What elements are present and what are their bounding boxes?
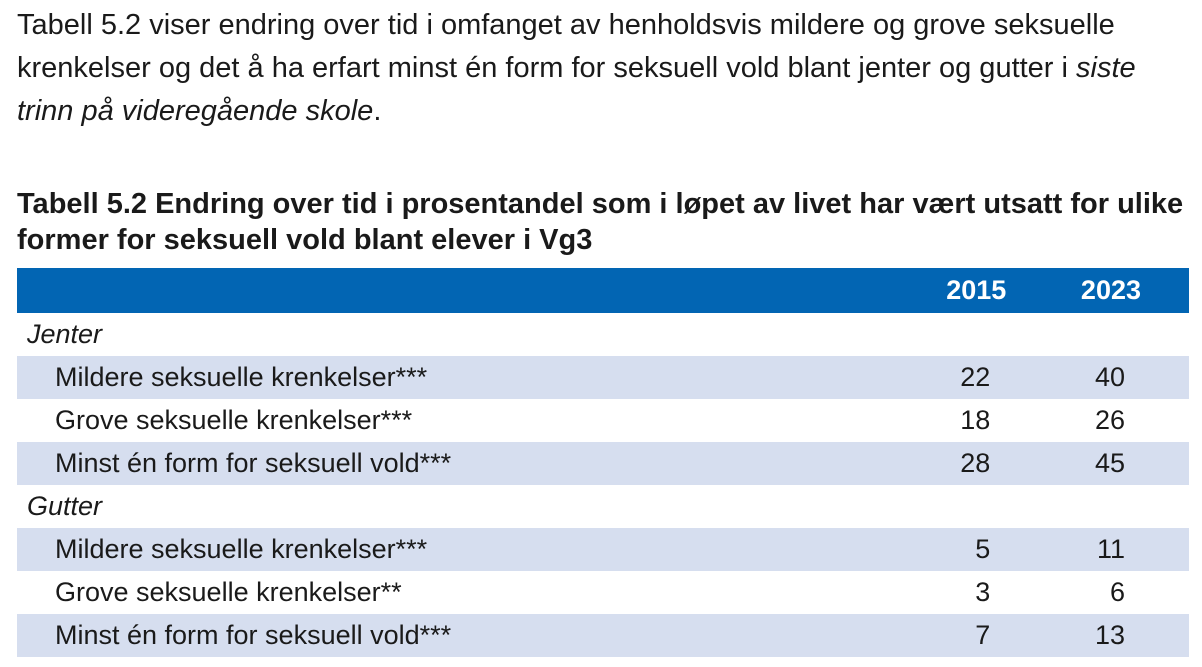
table-row	[17, 399, 1189, 442]
table-row	[17, 614, 1189, 657]
value-2023: 45	[1026, 442, 1189, 485]
value-2023: 13	[1026, 614, 1189, 657]
intro-italic-text: siste trinn på videregående skole	[17, 52, 1136, 127]
row-label: Minst én form for seksuell vold***	[17, 614, 872, 657]
value-2015: 18	[872, 399, 1026, 442]
group-label: Jenter	[17, 313, 1189, 356]
value-2015: 7	[872, 614, 1026, 657]
group-label: Gutter	[17, 485, 1189, 528]
group-row-jenter	[17, 313, 1189, 356]
row-label: Grove seksuelle krenkelser**	[17, 571, 872, 614]
value-2023: 40	[1026, 356, 1189, 399]
value-2015: 22	[872, 356, 1026, 399]
row-label: Grove seksuelle krenkelser***	[17, 399, 872, 442]
data-table	[17, 268, 1189, 657]
row-label: Mildere seksuelle krenkelser***	[17, 528, 872, 571]
header-year-2023-text: 2023	[1080, 275, 1141, 305]
table-title: Tabell 5.2 Endring over tid i prosentandel som i løpet av livet har vært utsatt for ulike former for seksuell vold blant elever i Vg3	[17, 188, 1184, 256]
value-2023: 6	[1026, 571, 1189, 614]
value-2015: 3	[872, 571, 1026, 614]
header-year-2015-text: 2015	[946, 275, 1007, 305]
table-row	[17, 528, 1189, 571]
table-header-row	[17, 268, 1189, 313]
value-2015: 5	[872, 528, 1026, 571]
row-label: Mildere seksuelle krenkelser***	[17, 356, 872, 399]
value-2015: 28	[872, 442, 1026, 485]
header-label-cell	[17, 268, 872, 313]
header-year-2015	[872, 268, 1026, 313]
row-label: Minst én form for seksuell vold***	[17, 442, 872, 485]
intro-text: Tabell 5.2 viser endring over tid i omfanget av henholdsvis mildere og grove seksuelle krenkelser og det å ha erfart minst én form for seksuell vold blant jenter og gutter i	[17, 9, 1115, 84]
intro-text-end: .	[373, 95, 382, 127]
table-row	[17, 442, 1189, 485]
header-year-2023	[1026, 268, 1189, 313]
table-row	[17, 571, 1189, 614]
table-row	[17, 356, 1189, 399]
value-2023: 26	[1026, 399, 1189, 442]
intro-paragraph	[17, 4, 1197, 133]
group-row-gutter	[17, 485, 1189, 528]
value-2023: 11	[1026, 528, 1189, 571]
